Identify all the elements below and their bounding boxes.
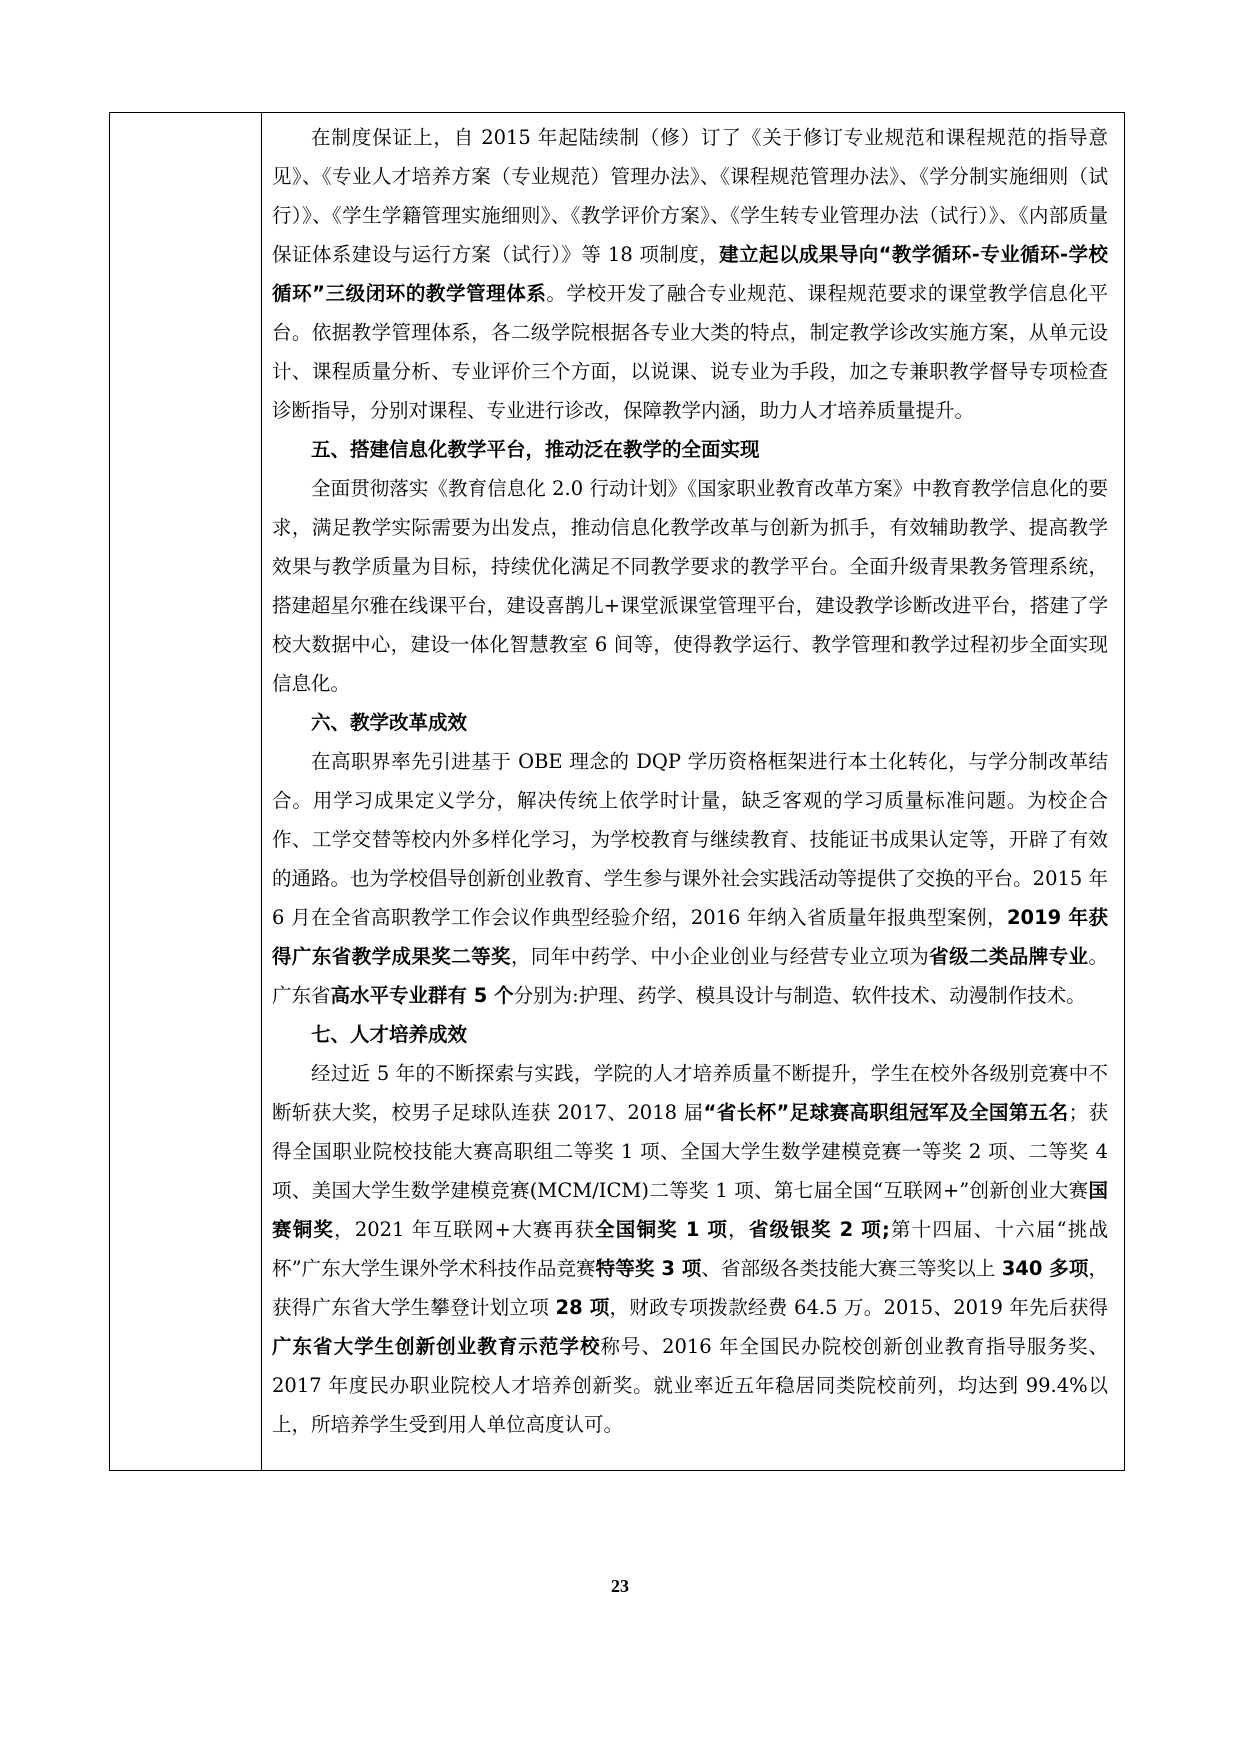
bold-text-run: 国赛铜奖 [272,1179,1108,1241]
text-run: 第十四届、十六届“挑战杯”广东大学生课外学术科技作品竞赛 [272,1218,1108,1280]
text-run: 、省部级各类技能大赛三等奖以上 [701,1257,1002,1280]
text-run: ，同年中药学、中小企业创业与经营专业立项为 [510,945,930,968]
text-run: ，获得广东省大学生攀登计划立项 [272,1257,1108,1319]
page-number: 23 [611,1576,629,1596]
text-run: 。学校开发了融合专业规范、课程规范要求的课堂教学信息化平台。依据教学管理体系，各二级学院根据各专业大类的特点，制定教学诊改实施方案，从单元设计、课程质量分析、专业评价三个方面，以说课、说专业为手段，加之专兼职教学督导专项检查诊断指导，分别对课程、专业进行诊改，保障教学内涵，助力人才培养质量提升。 [272,282,1108,422]
bold-text-run: 340 多项 [1001,1257,1089,1280]
content-cell [272,118,1108,1444]
paragraph-system [272,118,1108,430]
paragraph-section-5 [272,469,1108,703]
bold-text-run: 特等奖 3 项 [595,1257,702,1280]
text-run: ， [728,1218,749,1241]
heading-section-5: 五、搭建信息化教学平台，推动泛在教学的全面实现 [311,438,760,461]
bold-text-run: 省级银奖 2 项; [748,1218,890,1241]
bold-text-run: 全国铜奖 1 项 [595,1218,729,1241]
text-run: 经过近 5 年的不断探索与实践，学院的人才培养质量不断提升，学生在校外各级别竞赛中不断斩获大奖，校男子足球队连获 2017、2018 届 [272,1062,1108,1124]
text-run: 。广东省 [272,945,1108,1007]
column-divider [261,113,262,1470]
bold-text-run: 建立起以成果导向“教学循环-专业循环-学校循环”三级闭环的教学管理体系 [272,243,1108,305]
bold-text-run: 省级二类品牌专业 [929,945,1089,968]
paragraph-section-7 [272,1054,1108,1444]
text-run: ，财政专项拨款经费 64.5 万。2015、2019 年先后获得 [609,1296,1108,1319]
bold-text-run: 2019 年获得广东省教学成果奖二等奖 [272,906,1109,968]
heading-section-6: 六、教学改革成效 [311,711,468,734]
bold-text-run: “省长杯”足球赛高职组冠军及全国第五名 [703,1101,1069,1124]
bold-text-run: 广东省大学生创新创业教育示范学校 [272,1335,601,1358]
text-run: 分别为:护理、药学、模具设计与制造、软件技术、动漫制作技术。 [513,984,1086,1007]
heading-section-7: 七、人才培养成效 [311,1023,468,1046]
table-frame [109,112,1125,1471]
text-run: 在制度保证上，自 2015 年起陆续制（修）订了《关于修订专业规范和课程规范的指导意见》、《专业人才培养方案（专业规范）管理办法》、《课程规范管理办法》、《学分制实施细则（试行）》、《学生学籍管理实施细则》、《教学评价方案》、《学生转专业管理办法（试行）》、《内部质量保证体系建设与运行方案（试行）》等 18 项制度， [272,126,1108,266]
text-run: 在高职界率先引进基于 OBE 理念的 DQP 学历资格框架进行本土化转化，与学分制改革结合。用学习成果定义学分，解决传统上依学时计量，缺乏客观的学习质量标准问题。为校企合作、工学交替等校内外多样化学习，为学校教育与继续教育、技能证书成果认定等，开辟了有效的通路。也为学校倡导创新创业教育、学生参与课外社会实践活动等提供了交换的平台。2015 年 6 月在全省高职教学工作会议作典型经验介绍，2016 年纳入省质量年报典型案例， [272,750,1108,929]
text-run: ，2021 年互联网+大赛再获 [334,1218,596,1241]
bold-text-run: 28 项 [555,1296,610,1319]
text-run: ；获得全国职业院校技能大赛高职组二等奖 1 项、全国大学生数学建模竞赛一等奖 2 项、二等奖 4 项、美国大学生数学建模竞赛(MCM/ICM)二等奖 1 项、第七届全国“互联网+”创新创业大赛 [272,1101,1108,1202]
text-run: 全面贯彻落实《教育信息化 2.0 行动计划》《国家职业教育改革方案》中教育教学信息化的要求，满足教学实际需要为出发点，推动信息化教学改革与创新为抓手，有效辅助教学、提高教学效果与教学质量为目标，持续优化满足不同教学要求的教学平台。全面升级青果教务管理系统，搭建超星尔雅在线课平台，建设喜鹊儿+课堂派课堂管理平台，建设教学诊断改进平台，搭建了学校大数据中心，建设一体化智慧教室 6 间等，使得教学运行、教学管理和教学过程初步全面实现信息化。 [272,477,1108,695]
bold-text-run: 高水平专业群有 5 个 [330,984,514,1007]
text-run: 称号、2016 年全国民办院校创新创业教育指导服务奖、2017 年度民办职业院校人才培养创新奖。就业率近五年稳居同类院校前列，均达到 99.4%以上，所培养学生受到用人单位高度认可。 [272,1335,1108,1436]
paragraph-section-6 [272,742,1108,1015]
